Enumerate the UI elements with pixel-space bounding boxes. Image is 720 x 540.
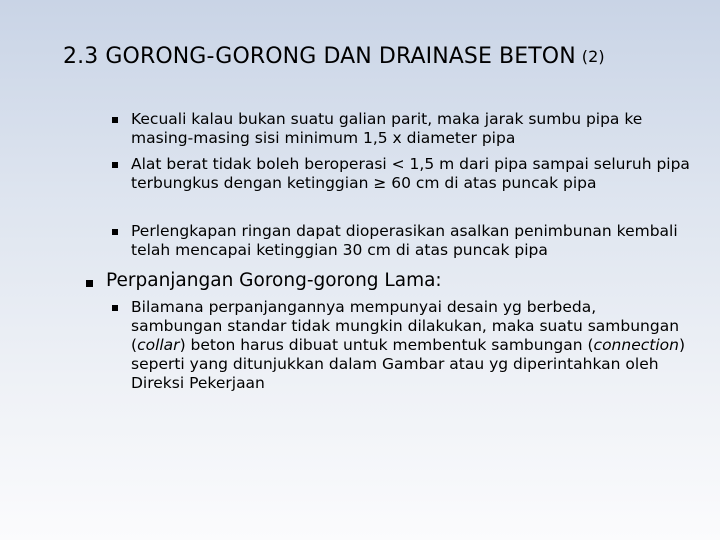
bullet-marker <box>112 117 118 123</box>
sub-bullet-4-part3: ) seperti yang ditunjukkan dalam Gambar atau yg diperintahkan oleh Direksi Pekerjaan <box>131 336 686 392</box>
slide-title <box>63 44 703 69</box>
sub-bullet-1: Kecuali kalau bukan suatu galian parit, maka jarak sumbu pipa ke masing-masing sisi minimum 1,5 x diameter pipa <box>131 110 643 147</box>
sub-bullet-3: Perlengkapan ringan dapat dioperasikan asalkan penimbunan kembali telah mencapai ketinggian 30 cm di atas puncak pipa <box>131 222 678 259</box>
bullet-marker <box>112 305 118 311</box>
bullet-marker <box>112 229 118 235</box>
sub-bullet-4-italic2: connection <box>593 336 679 354</box>
sub-bullet-4 <box>131 298 691 393</box>
main-bullet-heading: Perpanjangan Gorong-gorong Lama: <box>106 270 442 291</box>
sub-bullet-4-part2: ) beton harus dibuat untuk membentuk sambungan ( <box>179 336 594 354</box>
bullet-marker <box>86 280 93 287</box>
sub-bullet-2: Alat berat tidak boleh beroperasi < 1,5 m dari pipa sampai seluruh pipa terbungkus dengan ketinggian ≥ 60 cm di atas puncak pipa <box>131 155 690 192</box>
sub-bullet-4-part1: Bilamana perpanjangannya mempunyai desain yg berbeda, sambungan standar tidak mungkin dilakukan, maka suatu sambungan ( <box>131 298 680 354</box>
slide-title-text: 2.3 GORONG-GORONG DAN DRAINASE BETON <box>63 44 576 69</box>
slide-title-suffix: (2) <box>581 47 605 66</box>
sub-bullet-4-italic1: collar <box>137 336 180 354</box>
bullet-marker <box>112 162 118 168</box>
